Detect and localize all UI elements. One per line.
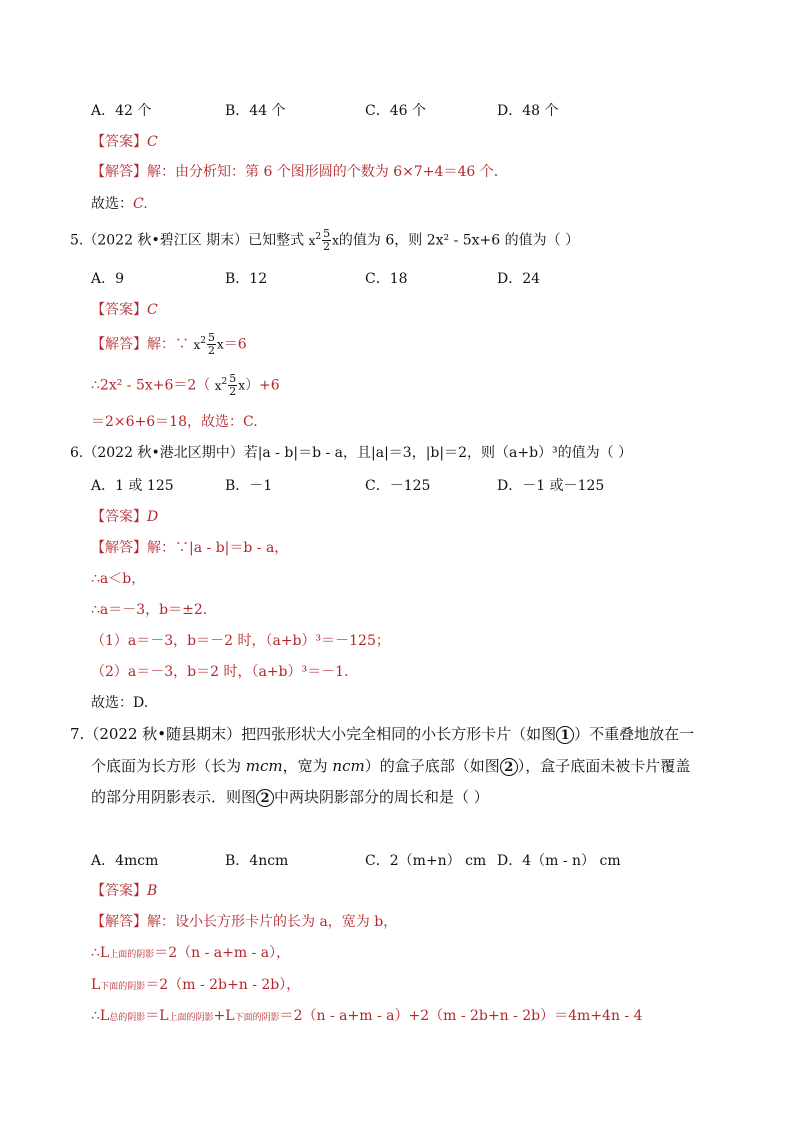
q7-stem-line1: 7.（2022 秋•随县期末）把四张形状大小完全相同的小长方形卡片（如图 1 ）不重叠地放在一 bbox=[70, 725, 695, 743]
q6-answer: 【答案】D bbox=[91, 509, 159, 525]
q4-option-b: B．44 个 bbox=[225, 103, 286, 119]
q7-option-c: C．2（m+n） cm bbox=[365, 853, 487, 869]
q6-solution-step1: 【解答】解：∵|a - b|＝b - a， bbox=[91, 540, 289, 556]
q6-solution-step3: ∴a＝－3，b＝±2. bbox=[91, 602, 208, 618]
q7-option-a: A．4mcm bbox=[91, 853, 159, 869]
q6-option-b: B．－1 bbox=[225, 478, 273, 494]
q4-option-d: D．48 个 bbox=[497, 103, 559, 119]
q5-option-c: C．18 bbox=[365, 271, 408, 287]
q5-option-b: B．12 bbox=[225, 271, 268, 287]
q5-solution-step1: 【解答】解：∵ $x^2$ $\frac{5}{2}$ x＝6 bbox=[91, 331, 247, 357]
q4-solution-text: 解：由分析知：第 6 个图形圆的个数为 6×7+4＝46 个. bbox=[147, 164, 499, 180]
solution-tag: 【解答】 bbox=[91, 164, 147, 180]
figure-2-marker: 2 bbox=[500, 758, 518, 776]
q4-choose: 故选：C. bbox=[91, 196, 148, 212]
q7-option-d: D．4（m - n） cm bbox=[497, 853, 621, 869]
q7-stem-line2: 个底面为长方形（长为 mcm，宽为 ncm）的盒子底部（如图 2 ），盒子底面未被卡片覆盖 bbox=[91, 757, 691, 775]
q6-solution-step2: ∴a＜b， bbox=[91, 571, 146, 587]
q6-solution-step4: （1）a＝－3，b＝－2 时，（a+b）³＝－125； bbox=[91, 633, 390, 649]
q5-answer: 【答案】C bbox=[91, 302, 158, 318]
q5-source: （2022 秋•碧江区 期末）已知整式 bbox=[83, 232, 305, 249]
q5-stem: 5.（2022 秋•碧江区 期末）已知整式 $x^2$ $\frac{5}{2}$ x的值为 6，则 2x² - 5x+6 的值为（ ） bbox=[70, 227, 580, 253]
q7-solution-step1: 【解答】解：设小长方形卡片的长为 a，宽为 b， bbox=[91, 914, 398, 930]
q7-stem-line3: 的部分用阴影表示．则图 2 中两块阴影部分的周长和是（ ） bbox=[91, 788, 489, 806]
q5-option-d: D．24 bbox=[497, 271, 541, 287]
q4-option-a: A．42 个 bbox=[91, 103, 152, 119]
q6-answer-value: D bbox=[147, 509, 159, 525]
q6-choose: 故选：D. bbox=[91, 695, 149, 711]
figure-2-marker: 2 bbox=[256, 789, 274, 807]
q4-answer-value: C bbox=[147, 134, 158, 150]
q7-solution-step3: L下面的阴影＝2（m - 2b+n - 2b）， bbox=[91, 977, 301, 993]
q6-option-d: D．－1 或－125 bbox=[497, 478, 605, 494]
figure-1-marker: 1 bbox=[556, 726, 574, 744]
q6-option-c: C．－125 bbox=[365, 478, 431, 494]
q4-solution bbox=[91, 162, 498, 182]
q6-solution-step5: （2）a＝－3，b＝2 时，（a+b）³＝－1. bbox=[91, 664, 349, 680]
q7-number: 7. bbox=[70, 725, 85, 743]
q6-stem-text: （2022 秋•港北区期中）若|a - b|＝b - a，且|a|＝3，|b|＝2，则（a+b）³的值为（ ） bbox=[83, 445, 633, 461]
q6-option-a: A．1 或 125 bbox=[91, 478, 174, 494]
q7-answer: 【答案】B bbox=[91, 883, 158, 899]
q4-answer bbox=[91, 132, 158, 152]
q5-answer-value: C bbox=[147, 302, 158, 318]
q6-stem bbox=[70, 443, 632, 463]
q5-fraction: $\frac{5}{2}$ bbox=[323, 227, 331, 253]
q6-number: 6. bbox=[70, 445, 84, 461]
answer-tag: 【答案】 bbox=[91, 134, 147, 150]
q4-option-c: C．46 个 bbox=[365, 103, 426, 119]
q5-stem-tail: 的值为 6，则 2x² - 5x+6 的值为（ ） bbox=[338, 232, 580, 249]
q5-option-a: A．9 bbox=[91, 271, 125, 287]
q5-number: 5. bbox=[70, 232, 84, 249]
q5-solution-step2: ∴2x² - 5x+6＝2（ $x^2$ $\frac{5}{2}$ x）+6 bbox=[91, 372, 280, 398]
q7-solution-step2: ∴L上面的阴影＝2（n - a+m - a）， bbox=[91, 945, 291, 961]
q7-option-b: B．4ncm bbox=[225, 853, 289, 869]
q5-solution-step3: ＝2×6+6＝18，故选：C. bbox=[91, 414, 258, 430]
q7-solution-step4: ∴L总的阴影＝L上面的阴影+L下面的阴影＝2（n - a+m - a）+2（m - 2b+n - 2b）＝4m+4n - 4 bbox=[91, 1008, 643, 1024]
q7-answer-value: B bbox=[147, 883, 158, 899]
